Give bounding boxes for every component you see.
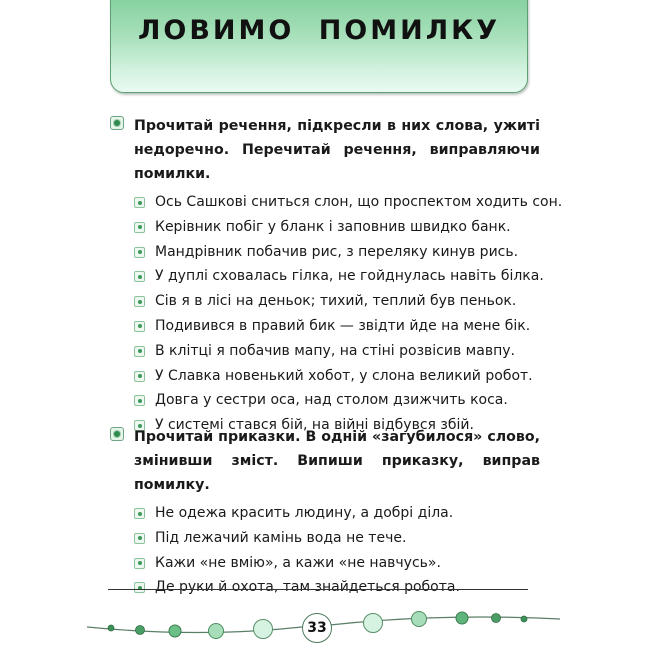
- item-bullet-icon: [134, 558, 145, 569]
- list-item: Ось Сашкові сниться слон, що проспектом ходить сон.: [134, 190, 540, 215]
- task-bullet-icon: [110, 116, 124, 130]
- item-bullet-icon: [134, 197, 145, 208]
- page-number: 33: [302, 613, 332, 643]
- item-bullet-icon: [134, 346, 145, 357]
- proverb-list: [134, 501, 540, 600]
- task-instruction: Прочитай приказки. В одній «загубилося» слово, змінивши зміст. Випиши приказку, виправ помилку.: [134, 429, 540, 493]
- list-item: Під лежачий камінь вода не тече.: [134, 526, 540, 551]
- list-item: У дуплі сховалась гілка, не гойднулась навіть білка.: [134, 264, 540, 289]
- item-bullet-icon: [134, 222, 145, 233]
- answer-writing-line: [108, 589, 528, 590]
- task-2: [110, 425, 540, 600]
- list-item: Кажи «не вмію», а кажи «не навчусь».: [134, 551, 540, 576]
- task-bullet-icon: [110, 427, 124, 441]
- list-item: Подивився в правий бик — звідти йде на мене бік.: [134, 314, 540, 339]
- list-item: В клітці я побачив мапу, на стіні розвісив мавпу.: [134, 339, 540, 364]
- sentence-list: [134, 190, 563, 438]
- section-header-banner: [110, 0, 528, 93]
- list-item: Керівник побіг у бланк і заповнив швидко банк.: [134, 215, 540, 240]
- list-item: Не одежа красить людину, а добрі діла.: [134, 501, 540, 526]
- task-1: [110, 114, 563, 438]
- task-instruction: Прочитай речення, підкресли в них слова, ужиті недоречно. Перечитай речення, виправляючи помилки.: [134, 118, 540, 182]
- item-bullet-icon: [134, 395, 145, 406]
- item-bullet-icon: [134, 321, 145, 332]
- list-item: Сів я в лісі на деньок; тихий, теплий був пеньок.: [134, 289, 540, 314]
- item-bullet-icon: [134, 582, 145, 593]
- item-bullet-icon: [134, 296, 145, 307]
- page-title: ЛОВИМО ПОМИЛКУ: [137, 15, 501, 46]
- item-bullet-icon: [134, 533, 145, 544]
- item-bullet-icon: [134, 271, 145, 282]
- list-item: У системі стався бій, на війні відбувся збій.: [134, 413, 540, 438]
- item-bullet-icon: [134, 508, 145, 519]
- list-item: Де руки й охота, там знайдеться робота.: [134, 575, 540, 600]
- list-item: У Славка новенький хобот, у слона великий робот.: [134, 364, 540, 389]
- list-item: Довга у сестри оса, над столом дзижчить коса.: [134, 388, 540, 413]
- item-bullet-icon: [134, 247, 145, 258]
- list-item: Мандрівник побачив рис, з переляку кинув рись.: [134, 240, 540, 265]
- item-bullet-icon: [134, 371, 145, 382]
